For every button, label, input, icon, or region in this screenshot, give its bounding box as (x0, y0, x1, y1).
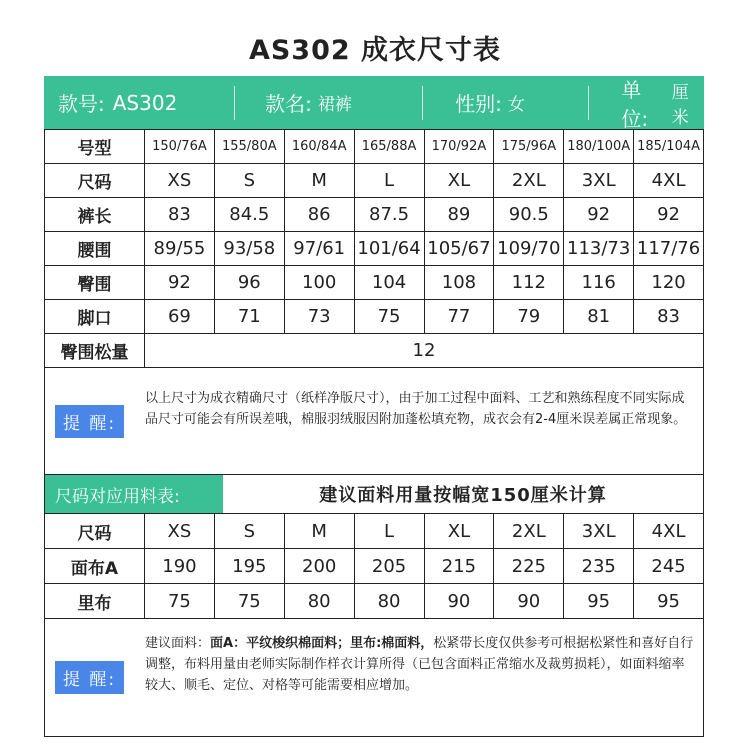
model-label: 号型 (45, 130, 145, 164)
table-row (45, 549, 704, 584)
table-row (45, 584, 704, 619)
table-row (45, 164, 704, 198)
table-cell: 100 (284, 266, 354, 300)
table-cell: 235 (564, 549, 634, 584)
table-cell: 83 (145, 198, 215, 232)
fabric-table (44, 513, 704, 619)
table-cell: 75 (214, 584, 284, 619)
table-cell: 108 (424, 266, 494, 300)
gender-value: 女 (507, 95, 525, 115)
table-cell: 4XL (634, 514, 704, 549)
ease-label: 臀围松量 (45, 334, 145, 368)
table-cell: 80 (284, 584, 354, 619)
table-cell: 155/80A (214, 130, 284, 164)
tip-body: 松紧带长度仅供参考可根据松紧性和喜好自行调整，布料用量由老师实际制作样衣计算所得（已包含面料正常缩水及裁剪损耗），如面料缩率较大、顺毛、定位、对格等可能需要相应增加。 (145, 636, 694, 693)
table-cell: 73 (284, 300, 354, 334)
table-row (45, 300, 704, 334)
page-title: AS302 成衣尺寸表 (248, 35, 502, 66)
table-cell: 245 (634, 549, 704, 584)
table-cell: XS (145, 514, 215, 549)
table-cell: 71 (214, 300, 284, 334)
table-cell: 190 (145, 549, 215, 584)
table-cell: 225 (494, 549, 564, 584)
table-cell: 165/88A (354, 130, 424, 164)
table-cell: 170/92A (424, 130, 494, 164)
size-table (44, 129, 704, 368)
lining-label: 里布 (45, 584, 145, 619)
table-cell: S (214, 514, 284, 549)
table-cell: 97/61 (284, 232, 354, 266)
table-cell: 75 (354, 300, 424, 334)
table-cell: XL (424, 514, 494, 549)
tip-badge: 提 醒: (55, 661, 124, 694)
table-row (45, 266, 704, 300)
table-cell: 195 (214, 549, 284, 584)
table-cell: 89 (424, 198, 494, 232)
table-cell: 109/70 (494, 232, 564, 266)
table-cell: 160/84A (284, 130, 354, 164)
table-cell: 2XL (494, 514, 564, 549)
table-cell: 93/58 (214, 232, 284, 266)
table-cell: 80 (354, 584, 424, 619)
style-no-cell (44, 76, 234, 129)
name-cell (235, 76, 422, 129)
table-cell: 150/76A (145, 130, 215, 164)
table-cell: 95 (564, 584, 634, 619)
hip-label: 臀围 (45, 266, 145, 300)
table-row (45, 130, 704, 164)
table-cell: 95 (634, 584, 704, 619)
tip-text: 以上尺寸为成衣精确尺寸（纸样净版尺寸），由于加工过程中面料、工艺和熟练程度不同实际成品尺寸可能会有所误差哦，棉服羽绒服因附加蓬松填充物，成衣会有2-4厘米误差属正常现象。 (145, 391, 687, 427)
tip-prefix: 建议面料： (145, 636, 211, 651)
table-cell: 79 (494, 300, 564, 334)
table-row (45, 334, 704, 368)
table-cell: 90 (424, 584, 494, 619)
table-cell: 200 (284, 549, 354, 584)
table-cell: 92 (145, 266, 215, 300)
table-cell: S (214, 164, 284, 198)
table-cell: 87.5 (354, 198, 424, 232)
table-cell: 120 (634, 266, 704, 300)
table-cell: 81 (564, 300, 634, 334)
hem-label: 脚口 (45, 300, 145, 334)
unit-cell (589, 76, 704, 129)
unit-value: 厘米 (671, 82, 689, 128)
table-cell: 84.5 (214, 198, 284, 232)
table-cell: 96 (214, 266, 284, 300)
table-cell: 69 (145, 300, 215, 334)
table-row (45, 514, 704, 549)
table-cell: 2XL (494, 164, 564, 198)
table-cell: 3XL (564, 514, 634, 549)
table-cell: 4XL (634, 164, 704, 198)
tip-box (44, 368, 704, 475)
table-cell: 86 (284, 198, 354, 232)
table-cell: XS (145, 164, 215, 198)
table-cell: 112 (494, 266, 564, 300)
table-cell: 205 (354, 549, 424, 584)
fabric-header-note: 建议面料用量按幅宽150厘米计算 (319, 485, 607, 506)
table-row (45, 198, 704, 232)
name-label: 款名: (265, 92, 312, 116)
waist-label: 腰围 (45, 232, 145, 266)
table-cell: 105/67 (424, 232, 494, 266)
table-cell: 90 (494, 584, 564, 619)
table-cell: 92 (634, 198, 704, 232)
table-row (45, 232, 704, 266)
table-cell: 104 (354, 266, 424, 300)
gender-cell (423, 76, 588, 129)
table-cell: 185/104A (634, 130, 704, 164)
table-cell: M (284, 164, 354, 198)
table-cell: 89/55 (145, 232, 215, 266)
table-cell: 113/73 (564, 232, 634, 266)
table-cell: 92 (564, 198, 634, 232)
table-cell: 215 (424, 549, 494, 584)
style-no-label: 款号: (58, 92, 105, 116)
tip-text (145, 633, 695, 696)
ease-value: 12 (145, 334, 704, 368)
table-cell: 83 (634, 300, 704, 334)
table-cell: 101/64 (354, 232, 424, 266)
table-cell: 3XL (564, 164, 634, 198)
table-cell: XL (424, 164, 494, 198)
length-label: 裤长 (45, 198, 145, 232)
size-label: 尺码 (45, 164, 145, 198)
table-cell: 175/96A (494, 130, 564, 164)
style-no-value: AS302 (112, 90, 178, 115)
table-cell: L (354, 514, 424, 549)
table-cell: 116 (564, 266, 634, 300)
table-cell: 180/100A (564, 130, 634, 164)
table-cell: 75 (145, 584, 215, 619)
table-cell: L (354, 164, 424, 198)
fabric-header-label: 尺码对应用料表: (45, 475, 223, 513)
size-chart (44, 76, 704, 737)
table-cell: M (284, 514, 354, 549)
size-label: 尺码 (45, 514, 145, 549)
tip-bold: 面A：平纹梭织棉面料；里布:棉面料， (210, 636, 434, 651)
table-cell: 77 (424, 300, 494, 334)
table-cell: 117/76 (634, 232, 704, 266)
info-header (44, 76, 704, 129)
name-value: 裙裤 (317, 95, 352, 115)
tip-badge: 提 醒: (55, 405, 124, 438)
gender-label: 性别: (455, 92, 502, 116)
outer-label: 面布A (45, 549, 145, 584)
fabric-header (44, 475, 704, 513)
tip-box (44, 619, 704, 737)
unit-label: 单位: (621, 77, 649, 131)
table-cell: 90.5 (494, 198, 564, 232)
